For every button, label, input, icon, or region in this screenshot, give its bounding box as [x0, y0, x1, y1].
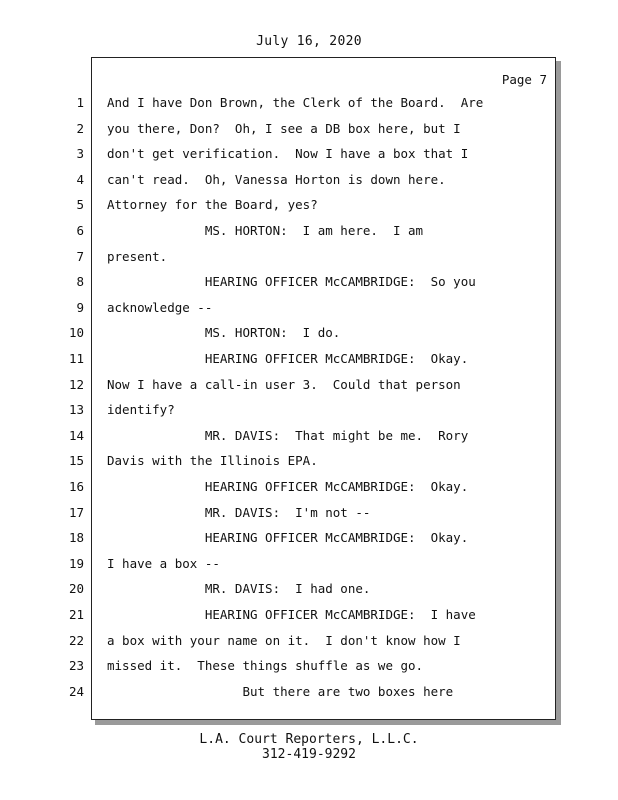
transcript-line [0, 529, 618, 547]
line-text: HEARING OFFICER McCAMBRIDGE: Okay. [107, 351, 469, 366]
line-number: 15 [68, 453, 84, 469]
line-number: 16 [68, 479, 84, 494]
transcript-line [0, 427, 618, 445]
transcript-line [0, 580, 618, 598]
line-text: can't read. Oh, Vanessa Horton is down here. [107, 171, 446, 187]
line-text: HEARING OFFICER McCAMBRIDGE: Okay. [107, 530, 469, 546]
line-text: Davis with the Illinois EPA. [107, 453, 318, 469]
transcript-line [0, 350, 618, 368]
line-text: Attorney for the Board, yes? [107, 197, 318, 213]
line-number: 22 [68, 632, 84, 648]
line-text: identify? [107, 402, 175, 418]
line-number: 4 [76, 171, 84, 187]
transcript-line [0, 196, 618, 214]
line-number: 11 [68, 351, 84, 366]
line-number: 24 [68, 683, 84, 699]
line-text: MR. DAVIS: That might be me. Rory [107, 427, 469, 443]
line-text: a box with your name on it. I don't know how I [107, 632, 461, 648]
line-number: 1 [76, 95, 84, 110]
line-number: 23 [68, 658, 84, 674]
line-number: 19 [68, 555, 84, 571]
line-text: I have a box -- [107, 555, 220, 571]
line-number: 2 [76, 120, 84, 136]
transcript-line [0, 145, 618, 163]
transcript-line [0, 171, 618, 189]
line-text: And I have Don Brown, the Clerk of the Board. Are [107, 95, 484, 110]
line-number: 20 [68, 581, 84, 597]
transcript-line [0, 683, 618, 701]
line-number: 18 [68, 530, 84, 546]
line-text: MS. HORTON: I do. [107, 325, 341, 341]
transcript-line [0, 120, 618, 138]
page-footer [0, 732, 618, 762]
line-number: 5 [76, 197, 84, 213]
transcript-line [0, 94, 618, 112]
line-number: 9 [76, 299, 84, 315]
line-text: HEARING OFFICER McCAMBRIDGE: I have [107, 607, 476, 622]
line-number: 12 [68, 376, 84, 392]
line-text: you there, Don? Oh, I see a DB box here, but I [107, 120, 461, 136]
line-text: acknowledge -- [107, 299, 213, 315]
line-text: HEARING OFFICER McCAMBRIDGE: Okay. [107, 479, 469, 494]
footer-phone: 312-419-9292 [262, 747, 356, 762]
line-number: 6 [76, 223, 84, 238]
page-number-label: Page 7 [501, 72, 547, 87]
transcript-line [0, 222, 618, 240]
transcript-line [0, 478, 618, 496]
line-text: But there are two boxes here [107, 683, 454, 699]
transcript-line [0, 452, 618, 470]
line-number: 10 [68, 325, 84, 341]
transcript-line [0, 324, 618, 342]
line-number: 3 [76, 146, 84, 162]
transcript-line [0, 376, 618, 394]
transcript-line [0, 606, 618, 624]
line-text: MR. DAVIS: I had one. [107, 581, 371, 597]
line-number: 7 [76, 248, 84, 264]
transcript-line [0, 248, 618, 266]
line-number: 14 [68, 427, 84, 443]
line-number: 17 [68, 504, 84, 520]
line-text: don't get verification. Now I have a box that I [107, 146, 469, 162]
line-number: 21 [68, 607, 84, 622]
line-text: MR. DAVIS: I'm not -- [107, 504, 371, 520]
line-text: HEARING OFFICER McCAMBRIDGE: So you [107, 274, 476, 290]
line-number: 13 [68, 402, 84, 418]
line-text: Now I have a call-in user 3. Could that person [107, 376, 461, 392]
footer-company: L.A. Court Reporters, L.L.C. [199, 732, 419, 747]
transcript-line [0, 273, 618, 291]
line-text: missed it. These things shuffle as we go. [107, 658, 424, 674]
transcript-line [0, 632, 618, 650]
transcript-line [0, 555, 618, 573]
line-number: 8 [76, 274, 84, 290]
page-date-header: July 16, 2020 [256, 34, 362, 49]
transcript-line [0, 299, 618, 317]
transcript-line [0, 504, 618, 522]
transcript-line [0, 657, 618, 675]
transcript-line [0, 401, 618, 419]
line-text: present. [107, 248, 168, 264]
line-text: MS. HORTON: I am here. I am [107, 223, 424, 238]
